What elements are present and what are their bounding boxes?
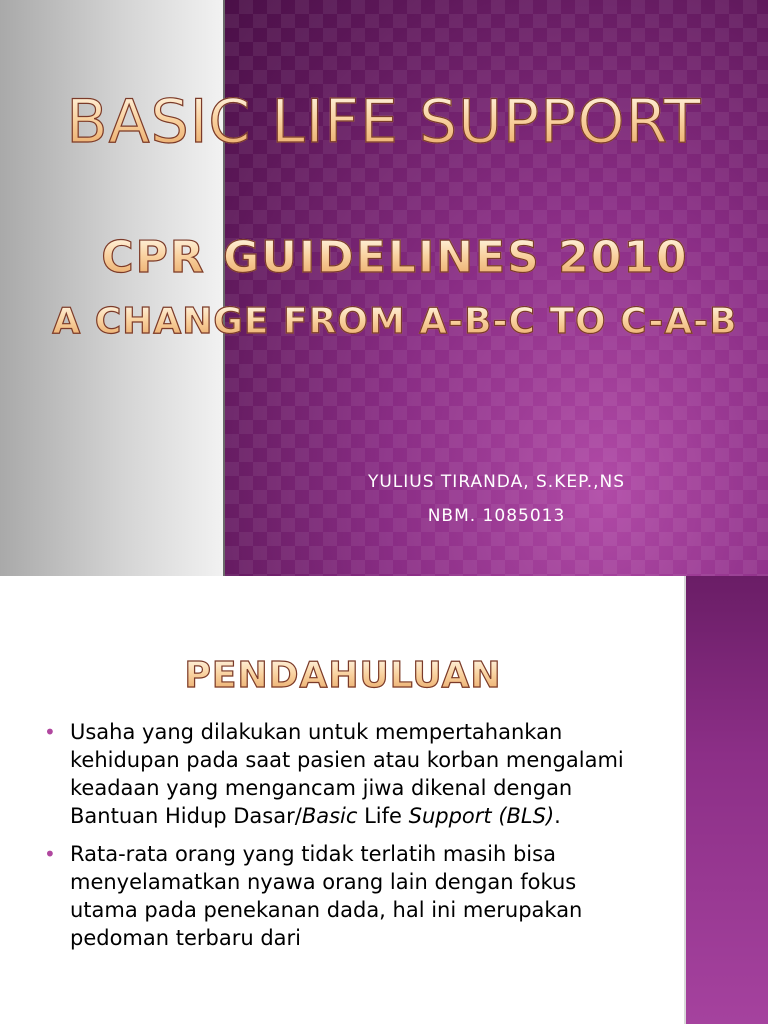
slide-title: BASIC LIFE SUPPORT — [0, 92, 768, 152]
bullet-list — [40, 718, 640, 962]
bullet-text-italic: Support (BLS) — [408, 804, 555, 828]
slide-subtitle-line1: CPR GUIDELINES 2010 — [0, 236, 768, 280]
author-nbm: NBM. 1085013 — [427, 506, 566, 526]
bullet-dot-icon: • — [44, 842, 56, 866]
slide-subtitle-line2: A CHANGE FROM A-B-C TO C-A-B — [0, 304, 768, 340]
bullet-item — [40, 718, 640, 830]
bullet-text-part: Usaha yang dilakukan untuk mempertahankan kehidupan pada saat pasien atau korban mengalami keadaan yang mengancam jiwa dikenal dengan Bantuan Hidup Dasar/ — [70, 720, 624, 828]
bullet-dot-icon: • — [44, 720, 56, 744]
bullet-text-part: . — [554, 804, 561, 828]
section-heading: PENDAHULUAN — [0, 658, 686, 694]
author-name: YULIUS TIRANDA, S.KEP.,NS — [367, 472, 626, 492]
bullet-text: Rata-rata orang yang tidak terlatih masih bisa menyelamatkan nyawa orang lain dengan fokus utama pada penekanan dada, hal ini merupakan pedoman terbaru dari — [70, 842, 583, 950]
content-slide — [0, 576, 768, 1024]
bullet-item — [40, 840, 640, 952]
bullet-text-italic: Basic — [301, 804, 358, 828]
bullet-text-part: Life — [357, 804, 409, 828]
purple-side-strip — [686, 576, 768, 1024]
